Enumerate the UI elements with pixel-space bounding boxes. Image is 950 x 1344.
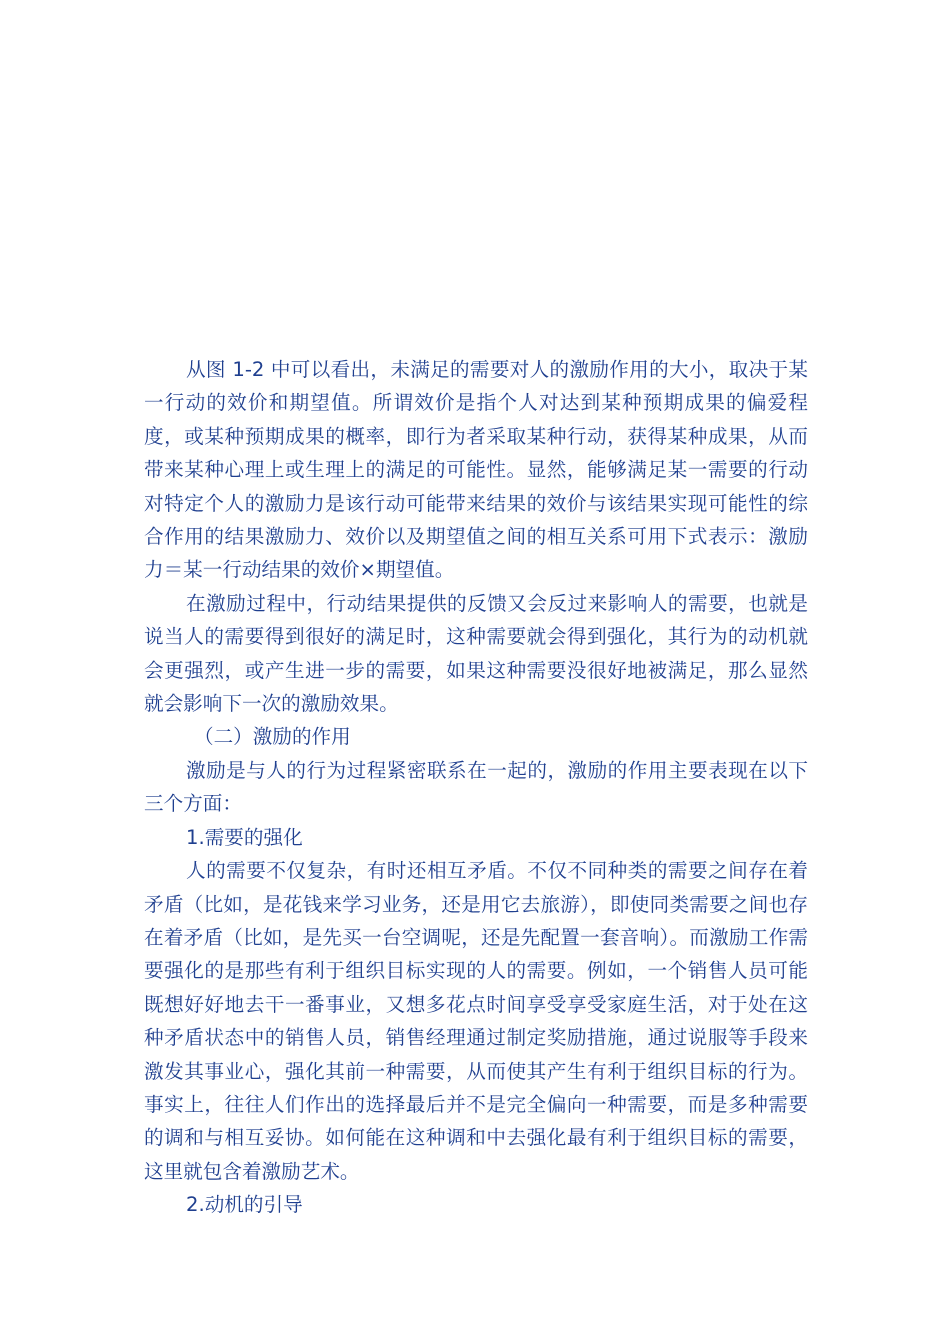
paragraph-need-reinforcement: 人的需要不仅复杂，有时还相互矛盾。不仅不同种类的需要之间存在着矛盾（比如，是花钱来学习业务，还是用它去旅游），即使同类需要之间也存在着矛盾（比如，是先买一台空调呢，还是先配置一套音响）。而激励工作需要强化的是那些有利于组织目标实现的人的需要。例如，一个销售人员可能既想好好地去干一番事业，又想多花点时间享受享受家庭生活，对于处在这种矛盾状态中的销售人员，销售经理通过制定奖励措施，通过说服等手段来激发其事业心，强化其前一种需要，从而使其产生有利于组织目标的行为。事实上，往往人们作出的选择最后并不是完全偏向一种需要，而是多种需要的调和与相互妥协。如何能在这种调和中去强化最有利于组织目标的需要，这里就包含着激励艺术。 (144, 859, 808, 1183)
paragraph-feedback: 在激励过程中，行动结果提供的反馈又会反过来影响人的需要，也就是说当人的需要得到很好的满足时，这种需要就会得到强化，其行为的动机就会更强烈，或产生进一步的需要，如果这种需要没很好地被满足，那么显然就会影响下一次的激励效果。 (144, 591, 808, 716)
subheading-motivation-guidance: 2.动机的引导 (186, 1193, 303, 1217)
subheading-need-reinforcement: 1.需要的强化 (186, 825, 303, 849)
section-intro: 激励是与人的行为过程紧密联系在一起的，激励的作用主要表现在以下三个方面： (144, 758, 808, 816)
section-heading: （二）激励的作用 (194, 725, 351, 749)
document-body (144, 353, 808, 1222)
paragraph-valence-expectancy: 从图 1-2 中可以看出，未满足的需要对人的激励作用的大小，取决于某一行动的效价和期望值。所谓效价是指个人对达到某种预期成果的偏爱程度，或某种预期成果的概率，即行为者采取某种行动，获得某种成果，从而带来某种心理上或生理上的满足的可能性。显然，能够满足某一需要的行动对特定个人的激励力是该行动可能带来结果的效价与该结果实现可能性的综合作用的结果激励力、效价以及期望值之间的相互关系可用下式表示：激励力＝某一行动结果的效价×期望值。 (144, 358, 808, 582)
